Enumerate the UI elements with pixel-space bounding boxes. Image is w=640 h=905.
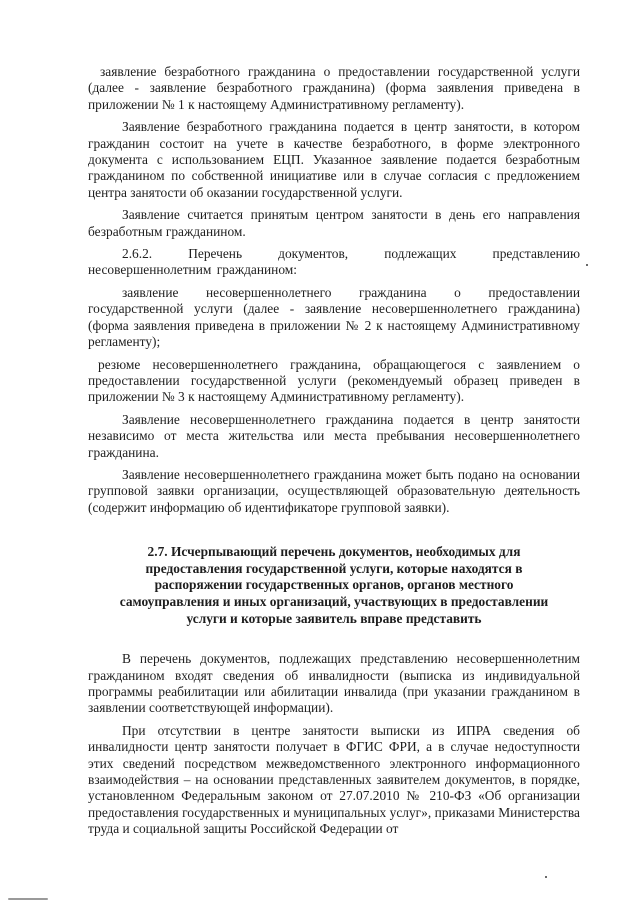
paragraph-ipra-absence: При отсутствии в центре занятости выписки из ИПРА сведения об инвалидности центр занятости получает в ФГИС ФРИ, а в случае недоступности этих сведений посредством межведомственного электронного информационного взаимодействия – на основании представленных заявителем документов, в порядке, установленном Федеральным законом от 27.07.2010 № 210-ФЗ «Об организации предоставления государственных и муниципальных услуг», приказами Министерства труда и социальной защиты Российской Федерации от: [88, 722, 580, 837]
paragraph-submission-minor: Заявление несовершеннолетнего гражданина подается в центр занятости независимо от места жительства или места пребывания несовершеннолетнего гражданина.: [88, 411, 580, 460]
paragraph-section-2-6-2: 2.6.2. Перечень документов, подлежащих представлению несовершеннолетним гражданином:: [88, 246, 580, 278]
scan-speck: [586, 264, 588, 266]
paragraph-group-request: Заявление несовершеннолетнего гражданина может быть подано на основании групповой заявки организации, осуществляющей образовательную деятельность (содержит информацию об идентификаторе групповой заявки).: [88, 466, 580, 515]
paragraph-disability-info: В перечень документов, подлежащих представлению несовершеннолетним гражданином входят сведения об инвалидности (выписка из индивидуальной программы реабилитации или абилитации инвалида (при указании гражданином в заявлении соответствующей информации).: [88, 651, 580, 716]
paragraph-acceptance-date: Заявление считается принятым центром занятости в день его направления безработным гражданином.: [88, 207, 580, 239]
scan-speck: [8, 898, 48, 900]
paragraph-application-minor: заявление несовершеннолетнего гражданина о предоставлении государственной услуги (далее - заявление несовершеннолетнего гражданина) (форма заявления приведена в приложении № 2 к настоящему Административному регламенту);: [88, 284, 580, 350]
paragraph-application-unemployed: заявление безработного гражданина о предоставлении государственной услуги (далее - заявление безработного гражданина) (форма заявления приведена в приложении № 1 к настоящему Административному регламенту).: [88, 64, 580, 112]
paragraph-resume-minor: резюме несовершеннолетнего гражданина, обращающегося с заявлением о предоставлении государственной услуги (рекомендуемый образец приведен в приложении № 3 к настоящему Административному регламенту).: [88, 356, 580, 405]
paragraph-submission-unemployed: Заявление безработного гражданина подается в центр занятости, в котором гражданин состоит на учете в качестве безработного, в форме электронного документа с использованием ЕЦП. Указанное заявление подается безработным гражданином по собственной инициативе или в случае согласия с предложением центра занятости об оказании государственной услуги.: [88, 119, 580, 200]
document-page: [88, 64, 580, 844]
section-heading-2-7: 2.7. Исчерпывающий перечень документов, необходимых для предоставления государственной услуги, которые находятся в распоряжении государственных органов, органов местного самоуправления и иных организаций, участвующих в предоставлении услуги и которые заявитель вправе представить: [119, 544, 549, 626]
scan-speck: [545, 876, 547, 878]
